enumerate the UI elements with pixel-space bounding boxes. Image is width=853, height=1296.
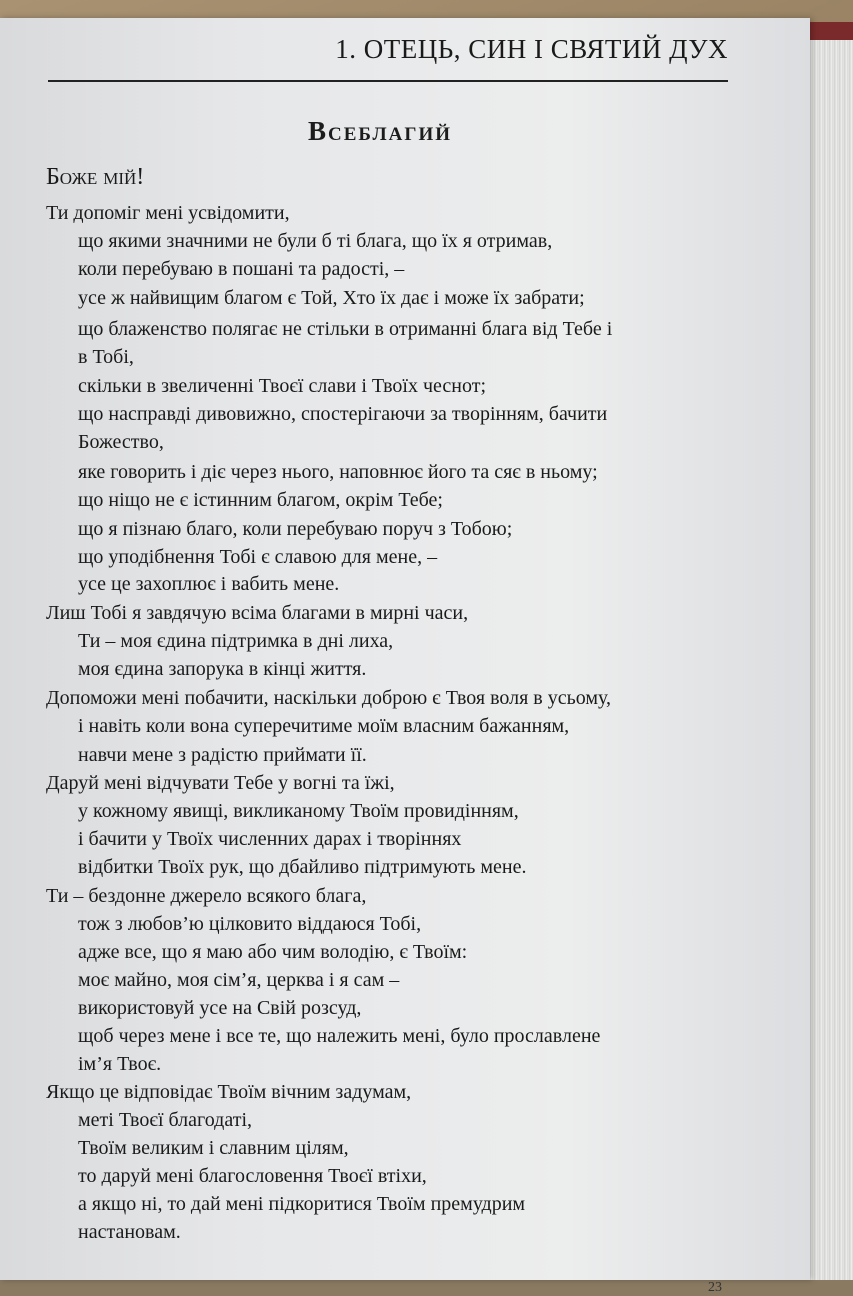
poem-line: навчи мене з радістю приймати її. bbox=[78, 744, 367, 766]
page-edges bbox=[803, 40, 853, 1280]
poem-line: що ніщо не є істинним благом, окрім Тебе; bbox=[78, 489, 443, 511]
poem-line: то даруй мені благословення Твоєї втіхи, bbox=[78, 1165, 427, 1187]
poem-line: що якими значними не були б ті блага, що їх я отримав, bbox=[78, 230, 553, 252]
poem-line: Даруй мені відчувати Тебе у вогні та їжі, bbox=[46, 772, 395, 794]
poem-line: в Тобі, bbox=[78, 346, 134, 368]
poem-line: відбитки Твоїх рук, що дбайливо підтримують мене. bbox=[78, 856, 527, 878]
page-number: 23 bbox=[708, 1280, 722, 1295]
poem-line: що блаженство полягає не стільки в отриманні блага від Тебе і bbox=[78, 318, 613, 340]
poem-line: яке говорить і діє через нього, наповнює його та сяє в ньому; bbox=[78, 461, 598, 483]
poem-line: Божество, bbox=[78, 431, 164, 453]
poem-line: Ти – моя єдина підтримка в дні лиха, bbox=[78, 630, 394, 652]
poem-line: моє майно, моя сім’я, церква і я сам – bbox=[78, 969, 400, 991]
poem-line: і навіть коли вона суперечитиме моїм власним бажанням, bbox=[78, 715, 570, 737]
poem-line: тож з любов’ю цілковито віддаюся Тобі, bbox=[78, 913, 422, 935]
poem-line: а якщо ні, то дай мені підкоритися Твоїм премудрим bbox=[78, 1193, 526, 1215]
poem-line: ім’я Твоє. bbox=[78, 1053, 162, 1075]
poem-title: Всеблагий bbox=[307, 116, 452, 146]
poem-line: Ти допоміг мені усвідомити, bbox=[46, 202, 290, 224]
poem-line: Твоїм великим і славним цілям, bbox=[78, 1137, 349, 1159]
poem-line: у кожному явищі, викликаному Твоїм провидінням, bbox=[78, 800, 519, 822]
poem-line: усе ж найвищим благом є Той, Хто їх дає і може їх забрати; bbox=[78, 287, 585, 309]
poem-line: меті Твоєї благодаті, bbox=[78, 1109, 252, 1131]
poem-line: адже все, що я маю або чим володію, є Твоїм: bbox=[78, 941, 468, 963]
chapter-header: 1. ОТЕЦЬ, СИН І СВЯТИЙ ДУХ bbox=[335, 34, 728, 64]
poem-line: настановам. bbox=[78, 1221, 181, 1243]
poem-line: що насправді дивовижно, спостерігаючи за творінням, бачити bbox=[78, 403, 608, 425]
book-page bbox=[0, 18, 810, 1295]
poem-line: і бачити у Твоїх численних дарах і творіннях bbox=[78, 828, 462, 850]
poem-line: моя єдина запорука в кінці життя. bbox=[78, 658, 367, 680]
poem-line: скільки в звеличенні Твоєї слави і Твоїх чеснот; bbox=[78, 375, 487, 397]
header-rule bbox=[48, 80, 728, 82]
poem-line: щоб через мене і все те, що належить мені, було прославлене bbox=[78, 1025, 601, 1047]
poem-line: Лиш Тобі я завдячую всіма благами в мирні часи, bbox=[46, 602, 469, 624]
poem-line: що уподібнення Тобі є славою для мене, – bbox=[78, 546, 438, 568]
poem-address: Боже мій! bbox=[46, 164, 145, 190]
poem-line: Допоможи мені побачити, наскільки доброю є Твоя воля в усьому, bbox=[46, 687, 612, 709]
poem-line: коли перебуваю в пошані та радості, – bbox=[78, 258, 405, 280]
poem-line: Ти – бездонне джерело всякого блага, bbox=[46, 885, 367, 907]
poem-line: використовуй усе на Свій розсуд, bbox=[78, 997, 362, 1019]
poem-line: усе це захоплює і вабить мене. bbox=[78, 573, 340, 595]
poem-line: що я пізнаю благо, коли перебуваю поруч з Тобою; bbox=[78, 518, 513, 540]
poem-line: Якщо це відповідає Твоїм вічним задумам, bbox=[46, 1081, 412, 1103]
